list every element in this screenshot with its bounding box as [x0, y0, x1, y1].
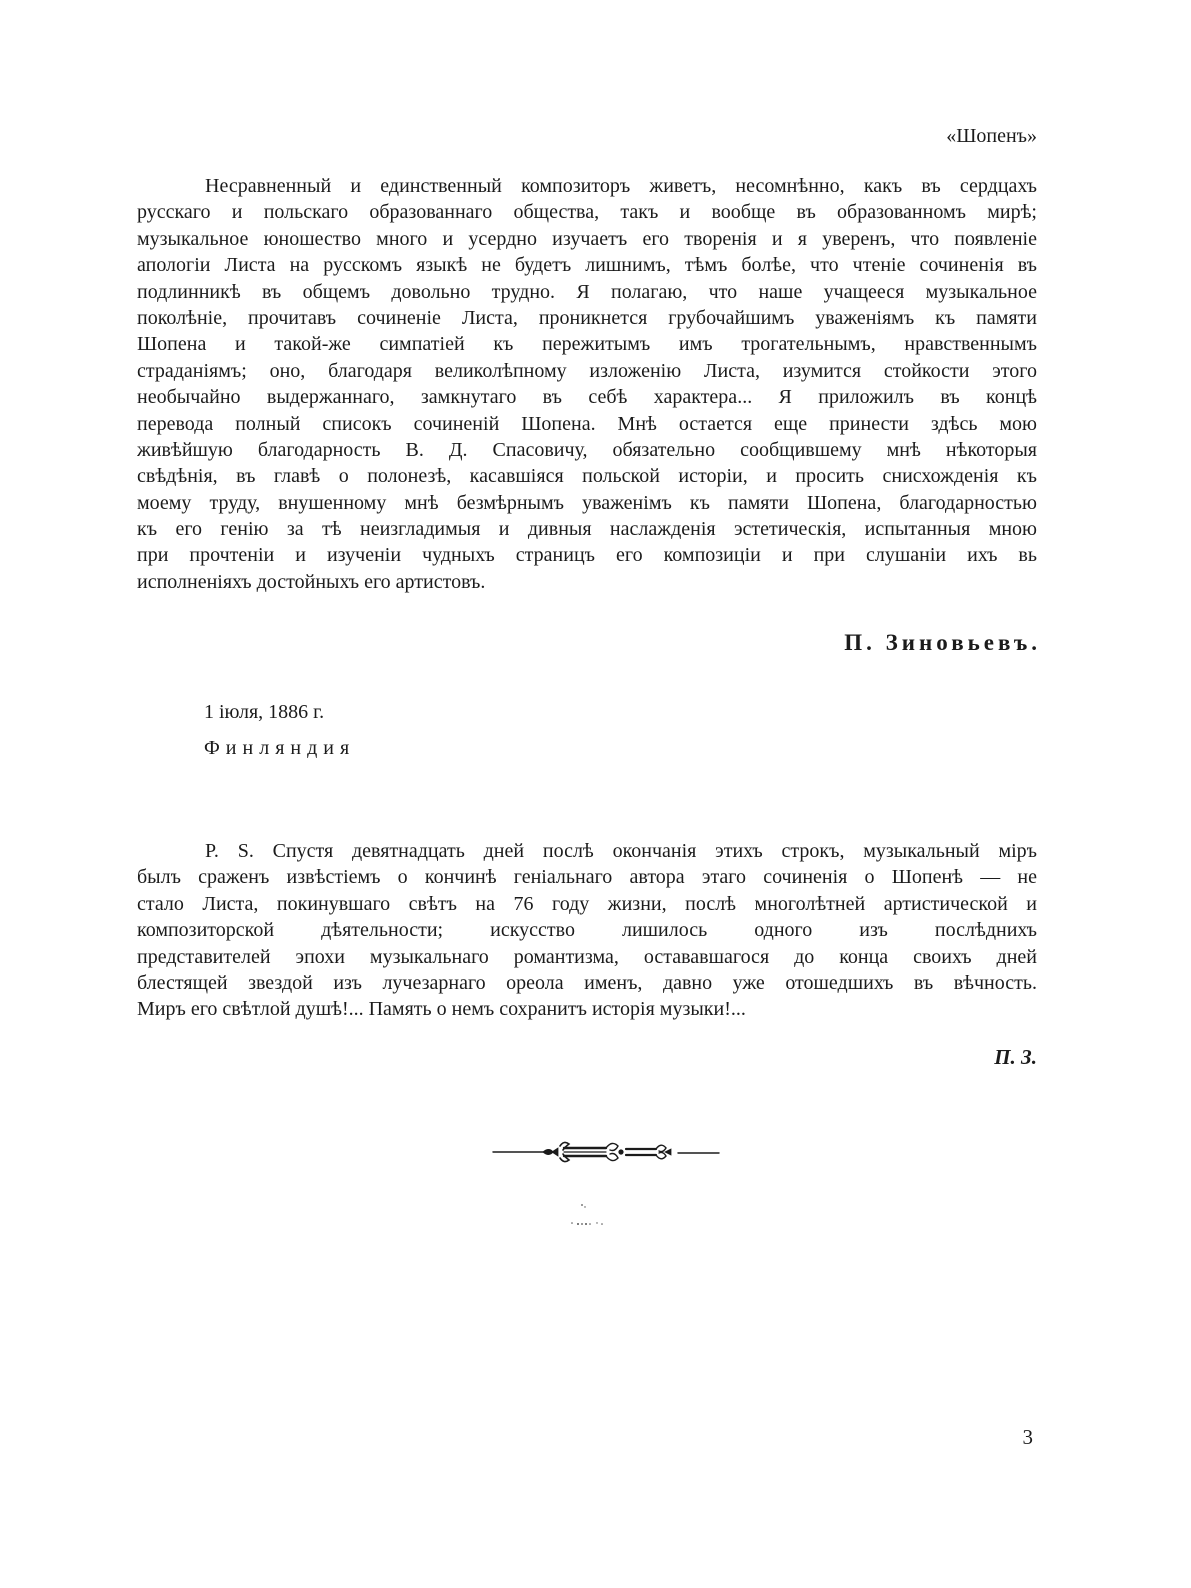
- ornament-divider-icon: [488, 1132, 724, 1172]
- preface-line: музыкальное юношество много и усердно изучаетъ его творенія и я уверенъ, что появленіе: [137, 227, 1037, 250]
- preface-line: къ его генію за тѣ неизгладимыя и дивныя наслажденія эстетическія, испытанныя мною: [137, 518, 1037, 541]
- preface-line: Несравненный и единственный композиторъ живетъ, несомнѣнно, какъ въ сердцахъ: [205, 175, 1037, 197]
- postscript-line: былъ сраженъ извѣстіемъ о кончинѣ геніальнаго автора этаго сочиненія о Шопенѣ — не: [137, 866, 1037, 889]
- signature-date: 1 іюля, 1886 г.: [204, 701, 325, 723]
- postscript-paragraph: [137, 838, 1037, 1023]
- postscript-line-last: Миръ его свѣтлой душѣ!... Память о немъ сохранитъ исторія музыки!...: [137, 998, 746, 1021]
- preface-line: живѣйшую благодарность В. Д. Спасовичу, обязательно сообщившему мнѣ нѣкоторыя: [137, 438, 1037, 461]
- postscript-line: представителей эпохи музыкальнаго романтизма, остававшагося до конца своихъ дней: [137, 945, 1037, 968]
- preface-line: моему труду, внушенному мнѣ безмѣрнымъ уваженімъ къ памяти Шопена, благодарностью: [137, 491, 1037, 514]
- postscript-line: композиторской дѣятельности; искусство лишилось одного изъ послѣднихъ: [137, 919, 1037, 942]
- preface-line: необычайно выдержаннаго, замкнутаго въ себѣ характера... Я приложилъ въ концѣ: [137, 386, 1037, 409]
- postscript-line: стало Листа, покинувшаго свѣтъ на 76 году жизни, послѣ многолѣтней артистической и: [137, 892, 1037, 915]
- preface-line: апологіи Листа на русскомъ языкѣ не будетъ лишнимъ, тѣмъ болѣе, что чтеніе сочиненія въ: [137, 254, 1037, 277]
- preface-line: перевода полный списокъ сочиненій Шопена. Мнѣ остается еще принести здѣсь мою: [137, 412, 1037, 435]
- signature-place: Финляндия: [204, 737, 356, 759]
- preface-line: русскаго и польскаго образованнаго общества, такъ и вообще въ образованномъ мирѣ;: [137, 201, 1037, 224]
- postscript-initials: П. З.: [994, 1045, 1037, 1069]
- preface-line: свѣдѣнія, въ главѣ о полонезѣ, касавшіяся польской исторіи, и просить снисхожденія къ: [137, 465, 1037, 488]
- preface-paragraph: [137, 173, 1037, 595]
- print-specks-icon: [564, 1200, 614, 1232]
- preface-line: при прочтеніи и изученіи чудныхъ страницъ его композиціи и при слушаніи ихъ вь: [137, 544, 1037, 567]
- preface-line-last: исполненіяхъ достойныхъ его артистовъ.: [137, 570, 486, 593]
- preface-line: Шопена и такой-же симпатіей къ пережитымъ имъ трогательнымъ, нравственнымъ: [137, 333, 1037, 356]
- preface-line: поколѣніе, прочитавъ сочиненіе Листа, проникнется грубочайшимъ уваженіямъ къ памяти: [137, 306, 1037, 329]
- page-number: 3: [1022, 1425, 1033, 1449]
- preface-line: подлинникѣ въ общемъ довольно трудно. Я полагаю, что наше учащееся музыкальное: [137, 280, 1037, 303]
- author-signature: П. Зиновьевъ.: [844, 630, 1041, 655]
- running-title: «Шопенъ»: [946, 125, 1037, 147]
- postscript-line: P. S. Спустя девятнадцать дней послѣ окончанія этихъ строкъ, музыкальный міръ: [205, 840, 1037, 862]
- preface-line: страданіямъ; оно, благодаря великолѣпному изложенію Листа, изумится стойкости этого: [137, 359, 1037, 382]
- postscript-line: блестящей звездой изъ лучезарнаго ореола именъ, давно уже отошедшихъ въ вѣчность.: [137, 971, 1037, 994]
